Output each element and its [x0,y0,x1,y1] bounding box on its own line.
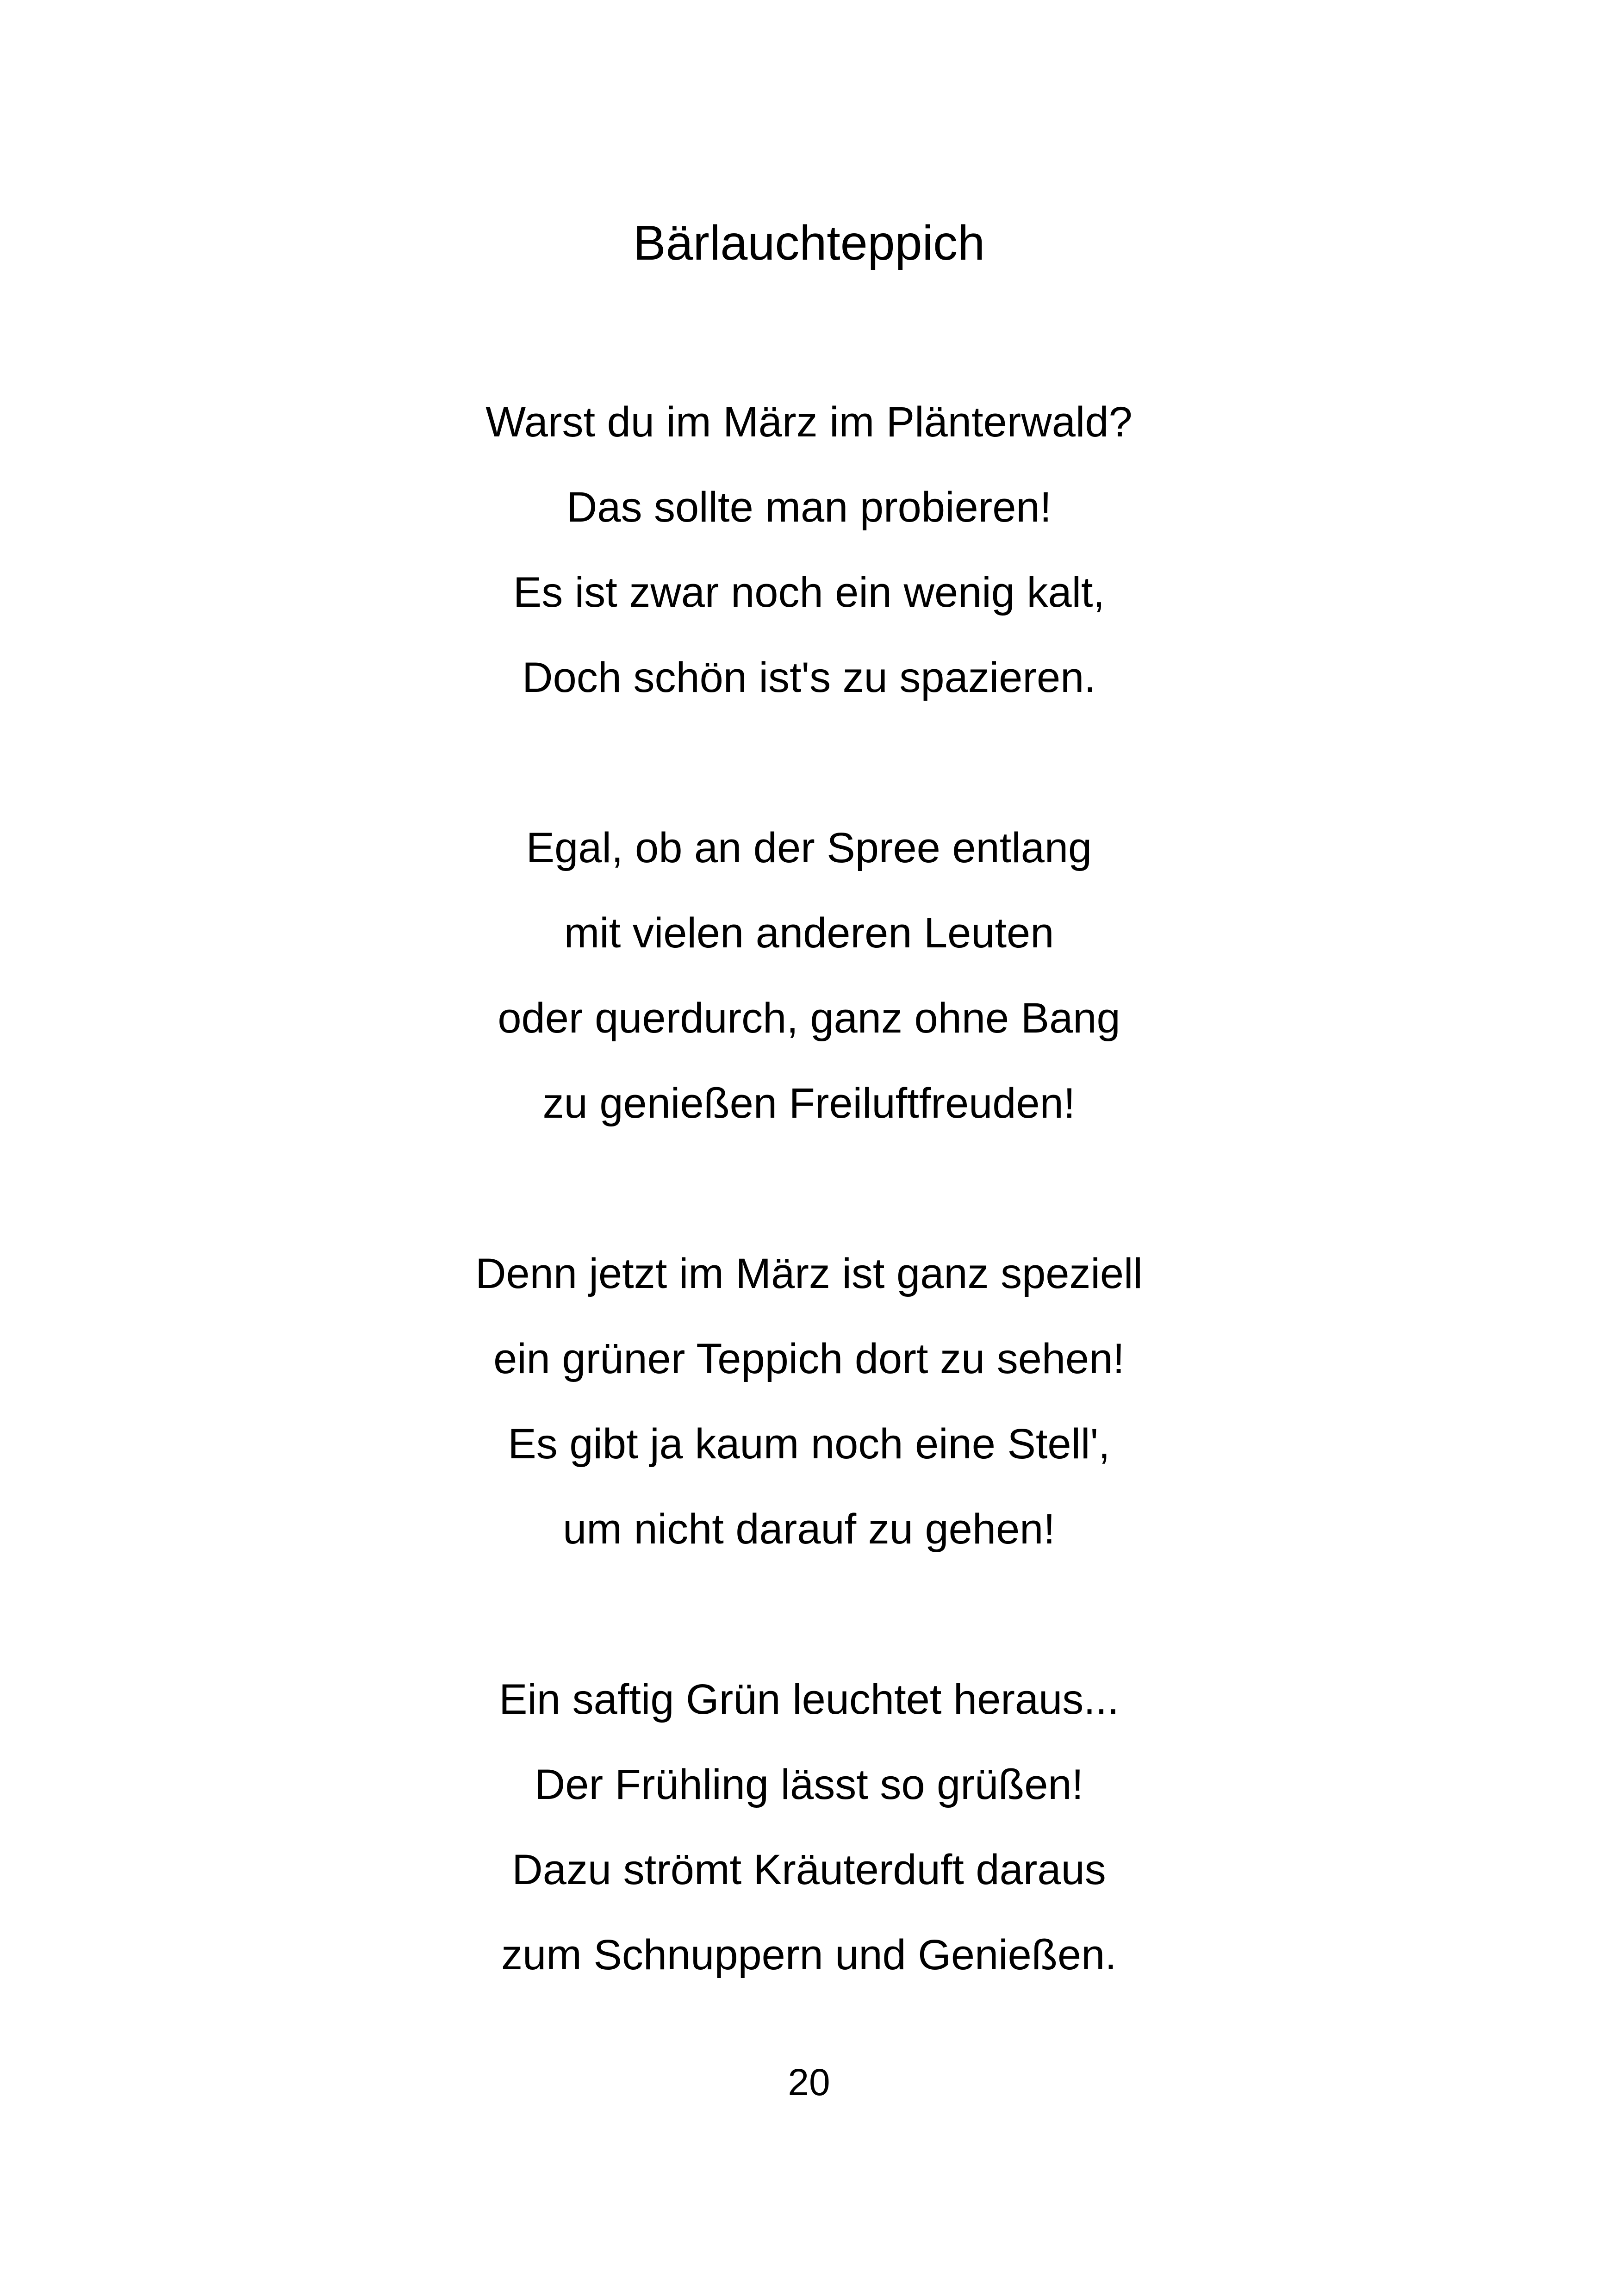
poem-line: Doch schön ist's zu spazieren. [522,654,1096,701]
poem-line: zum Schnuppern und Genießen. [501,1931,1117,1979]
poem-line: oder querdurch, ganz ohne Bang [498,995,1120,1042]
poem-line: Dazu strömt Kräuterduft daraus [512,1846,1106,1893]
stanza-1 [0,380,1618,720]
poem-line: Denn jetzt im März ist ganz speziell [475,1250,1143,1297]
poem-title: Bärlauchteppich [633,216,985,270]
poem-line: um nicht darauf zu gehen! [563,1506,1055,1553]
poem-line: Ein saftig Grün leuchtet heraus... [499,1676,1119,1723]
poem-line: ein grüner Teppich dort zu sehen! [493,1335,1125,1382]
poem-line: Der Frühling lässt so grüßen! [534,1761,1084,1808]
poem-line: mit vielen anderen Leuten [564,909,1054,957]
poem-line: Das sollte man probieren! [566,484,1052,531]
stanza-2 [0,805,1618,1146]
stanza-4 [0,1657,1618,1997]
page-number: 20 [788,2061,830,2103]
poem-line: Warst du im März im Plänterwald? [485,398,1133,446]
stanza-3 [0,1231,1618,1572]
poem-line: Es ist zwar noch ein wenig kalt, [513,569,1105,616]
poem-line: Egal, ob an der Spree entlang [526,824,1092,871]
poem-line: Es gibt ja kaum noch eine Stell', [508,1420,1110,1468]
poem-line: zu genießen Freiluftfreuden! [542,1080,1076,1127]
